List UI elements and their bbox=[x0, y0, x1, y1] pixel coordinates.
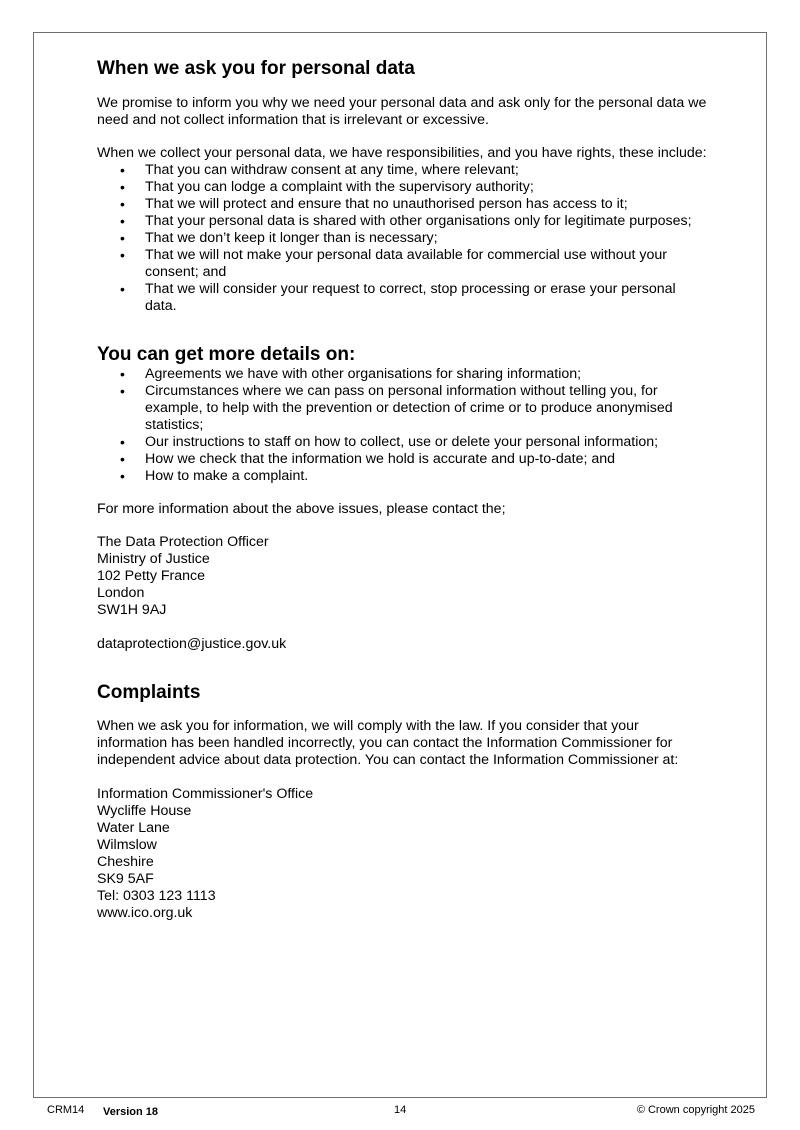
list-item: • That we will not make your personal data available for commercial use without your consent; and bbox=[97, 247, 707, 281]
dpo-email: dataprotection@justice.gov.uk bbox=[97, 636, 287, 652]
list-item: • That we will consider your request to correct, stop processing or erase your personal data. bbox=[97, 281, 707, 315]
rights-list bbox=[97, 162, 707, 315]
personal-data-intro-paragraph: We promise to inform you why we need your personal data and ask only for the personal data we need and not collect information that is irrelevant or excessive. bbox=[97, 95, 707, 128]
list-item: • That we don’t keep it longer than is necessary; bbox=[97, 230, 707, 247]
address-line: Water Lane bbox=[97, 820, 170, 836]
details-list bbox=[97, 366, 707, 485]
page-number: 14 bbox=[394, 1104, 407, 1116]
contact-intro-paragraph: For more information about the above issues, please contact the; bbox=[97, 501, 506, 517]
list-item: • How to make a complaint. bbox=[97, 468, 707, 485]
responsibilities-paragraph: When we collect your personal data, we have responsibilities, and you have rights, these include: bbox=[97, 145, 707, 161]
list-item: • That you can withdraw consent at any time, where relevant; bbox=[97, 162, 707, 179]
address-line: 102 Petty France bbox=[97, 568, 206, 584]
list-item: • That your personal data is shared with other organisations only for legitimate purposes; bbox=[97, 213, 707, 230]
page-content bbox=[97, 58, 707, 922]
form-reference: CRM14 bbox=[47, 1104, 85, 1116]
address-line: Tel: 0303 123 1113 bbox=[97, 888, 216, 904]
list-item: • Our instructions to staff on how to collect, use or delete your personal information; bbox=[97, 434, 707, 451]
list-item: • That we will protect and ensure that no unauthorised person has access to it; bbox=[97, 196, 707, 213]
address-line: Wilmslow bbox=[97, 837, 157, 853]
version-label: Version 18 bbox=[103, 1106, 159, 1118]
address-line: Information Commissioner's Office bbox=[97, 786, 314, 802]
dpo-address bbox=[97, 534, 707, 619]
address-line: Cheshire bbox=[97, 854, 154, 870]
more-details-heading: You can get more details on: bbox=[97, 344, 356, 365]
copyright-notice: © Crown copyright 2025 bbox=[636, 1104, 755, 1116]
address-line: SW1H 9AJ bbox=[97, 602, 167, 618]
list-item: • Circumstances where we can pass on personal information without telling you, for example, to help with the prevention or detection of crime or to produce anonymised statistics; bbox=[97, 383, 707, 434]
address-line: Ministry of Justice bbox=[97, 551, 210, 567]
complaints-paragraph: When we ask you for information, we will comply with the law. If you consider that your information has been handled incorrectly, you can contact the Information Commissioner for independent advice about data protection. You can contact the Information Commissioner at: bbox=[97, 718, 679, 768]
list-item: • Agreements we have with other organisations for sharing information; bbox=[97, 366, 707, 383]
personal-data-heading: When we ask you for personal data bbox=[97, 58, 415, 79]
address-line: www.ico.org.uk bbox=[97, 905, 193, 921]
ico-address bbox=[97, 786, 707, 922]
address-line: Wycliffe House bbox=[97, 803, 192, 819]
address-line: SK9 5AF bbox=[97, 871, 154, 887]
list-item: • That you can lodge a complaint with the supervisory authority; bbox=[97, 179, 707, 196]
complaints-heading: Complaints bbox=[97, 682, 201, 703]
address-line: London bbox=[97, 585, 145, 601]
list-item: • How we check that the information we hold is accurate and up-to-date; and bbox=[97, 451, 707, 468]
address-line: The Data Protection Officer bbox=[97, 534, 269, 550]
